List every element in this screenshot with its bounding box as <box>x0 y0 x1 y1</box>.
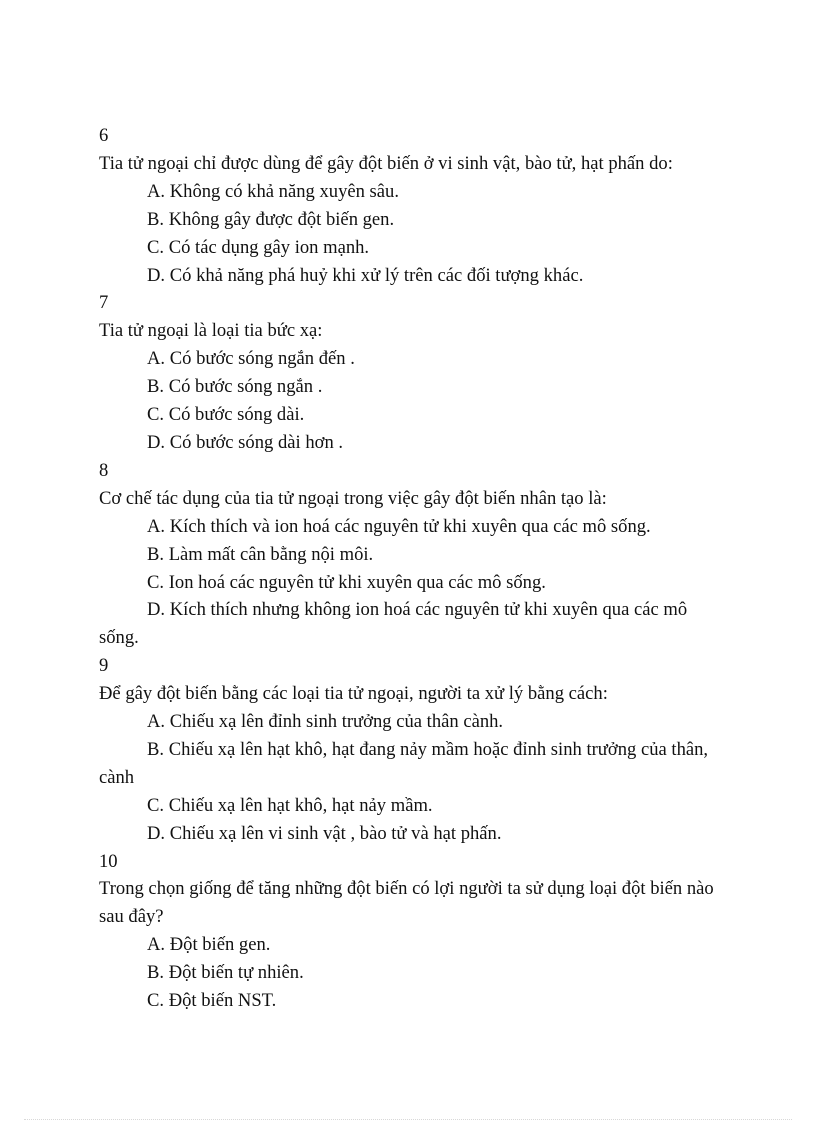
option-a: A. Kích thích và ion hoá các nguyên tử khi xuyên qua các mô sống. <box>147 515 651 537</box>
question-8 <box>99 457 719 652</box>
option-a: A. Có bước sóng ngắn đến . <box>147 348 355 370</box>
option-d: D. Kích thích nhưng không ion hoá các nguyên tử khi xuyên qua các mô sống. <box>99 599 688 649</box>
option-c: C. Có bước sóng dài. <box>147 404 305 426</box>
option-a: A. Không có khả năng xuyên sâu. <box>147 180 399 202</box>
question-number: 7 <box>99 292 109 314</box>
question-6 <box>99 122 719 289</box>
question-list <box>99 122 719 1015</box>
question-number: 8 <box>99 459 109 481</box>
option-b: B. Không gây được đột biến gen. <box>147 208 395 230</box>
option-a: A. Chiếu xạ lên đỉnh sinh trưởng của thân cành. <box>147 711 504 733</box>
option-c: C. Chiếu xạ lên hạt khô, hạt nảy mầm. <box>147 794 433 816</box>
option-d: D. Có bước sóng dài hơn . <box>147 431 344 453</box>
option-a: A. Đột biến gen. <box>147 934 271 956</box>
page-bottom-divider <box>24 1119 792 1120</box>
option-b: B. Đột biến tự nhiên. <box>147 962 304 984</box>
question-9 <box>99 652 719 847</box>
option-b: B. Làm mất cân bằng nội môi. <box>147 543 374 565</box>
question-number: 6 <box>99 125 109 146</box>
option-b: B. Chiếu xạ lên hạt khô, hạt đang nảy mầm hoặc đỉnh sinh trưởng của thân, cành <box>99 738 709 788</box>
question-7 <box>99 289 719 456</box>
option-d: D. Có khả năng phá huỷ khi xử lý trên các đối tượng khác. <box>147 264 584 286</box>
option-d: D. Chiếu xạ lên vi sinh vật , bào tử và hạt phấn. <box>147 822 502 844</box>
question-text: Tia tử ngoại chỉ được dùng để gây đột biến ở vi sinh vật, bào tử, hạt phấn do: <box>99 152 673 174</box>
question-text: Cơ chế tác dụng của tia tử ngoại trong việc gây đột biến nhân tạo là: <box>99 487 607 509</box>
question-number: 9 <box>99 655 109 677</box>
option-c: C. Có tác dụng gây ion mạnh. <box>147 236 370 258</box>
option-c: C. Ion hoá các nguyên tử khi xuyên qua các mô sống. <box>147 571 546 593</box>
question-number: 10 <box>99 850 118 872</box>
question-text: Trong chọn giống để tăng những đột biến có lợi người ta sử dụng loại đột biến nào sau đây? <box>99 878 714 928</box>
question-text: Để gây đột biến bằng các loại tia tử ngoại, người ta xử lý bằng cách: <box>99 683 608 705</box>
question-text: Tia tử ngoại là loại tia bức xạ: <box>99 320 323 342</box>
option-b: B. Có bước sóng ngắn . <box>147 376 323 398</box>
question-10 <box>99 848 719 1015</box>
option-c: C. Đột biến NST. <box>147 990 277 1012</box>
